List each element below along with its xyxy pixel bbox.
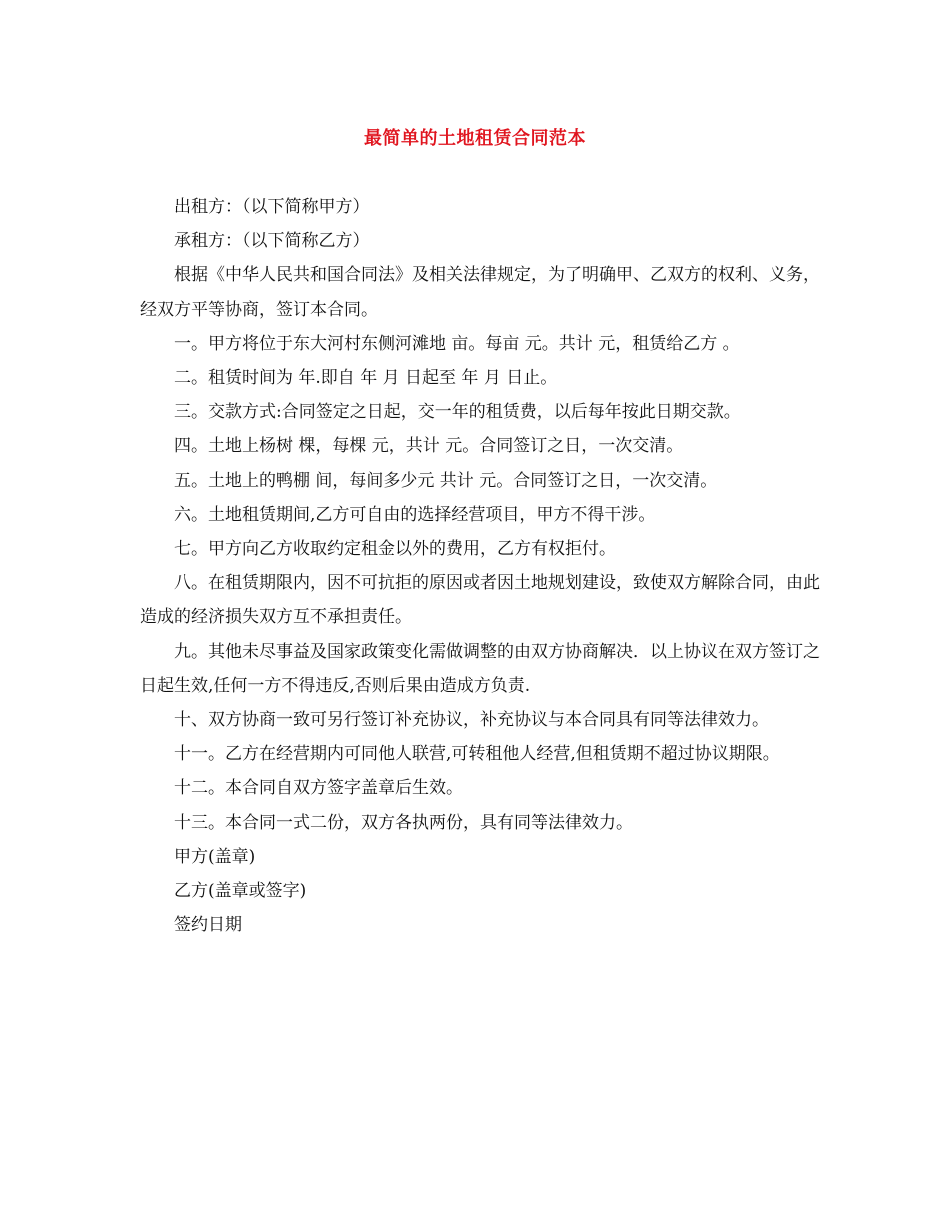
signing-date: 签约日期 xyxy=(174,915,242,936)
clause-7: 七。甲方向乙方收取约定租金以外的费用，乙方有权拒付。 xyxy=(174,539,616,560)
clause-lessor: 出租方：（以下简称甲方） xyxy=(174,197,370,217)
clause-10: 十、双方协商一致可另行签订补充协议，补充协议与本合同具有同等法律效力。 xyxy=(174,710,769,731)
clause-lessee: 承租方：（以下简称乙方） xyxy=(174,231,370,252)
clause-4: 四。土地上杨树 棵，每棵 元，共计 元。合同签订之日，一次交清。 xyxy=(174,436,684,457)
clause-5: 五。土地上的鸭棚 间，每间多少元 共计 元。合同签订之日，一次交清。 xyxy=(174,470,718,491)
contract-body xyxy=(140,190,820,942)
clause-11: 十一。乙方在经营期内可同他人联营,可转租他人经营,但租赁期不超过协议期限。 xyxy=(174,744,780,765)
clause-12: 十二。本合同自双方签字盖章后生效。 xyxy=(174,778,463,799)
clause-2: 二。租赁时间为 年.即自 年 月 日起至 年 月 日止。 xyxy=(174,368,558,389)
clause-preamble: 根据《中华人民共和国合同法》及相关法律规定，为了明确甲、乙双方的权利、义务，经双方平等协商，签订本合同。 xyxy=(140,265,820,320)
clause-13: 十三。本合同一式二份，双方各执两份，具有同等法律效力。 xyxy=(174,812,633,833)
clause-6: 六。土地租赁期间,乙方可自由的选择经营项目，甲方不得干涉。 xyxy=(174,504,656,525)
clause-9: 九。其他未尽事益及国家政策变化需做调整的由双方协商解决．以上协议在双方签订之日起生效,任何一方不得违反,否则后果由造成方负责. xyxy=(140,641,820,696)
document-title: 最简单的土地租赁合同范本 xyxy=(364,128,586,149)
clause-3: 三。交款方式:合同签定之日起，交一年的租赁费，以后每年按此日期交款。 xyxy=(174,402,741,423)
clause-1: 一。甲方将位于东大河村东侧河滩地 亩。每亩 元。共计 元，租赁给乙方 。 xyxy=(174,333,740,354)
signature-party-b: 乙方(盖章或签字) xyxy=(174,881,307,902)
signature-party-a: 甲方(盖章) xyxy=(174,846,256,867)
clause-8: 八。在租赁期限内，因不可抗拒的原因或者因土地规划建设，致使双方解除合同，由此造成的经济损失双方互不承担责任。 xyxy=(140,573,820,628)
